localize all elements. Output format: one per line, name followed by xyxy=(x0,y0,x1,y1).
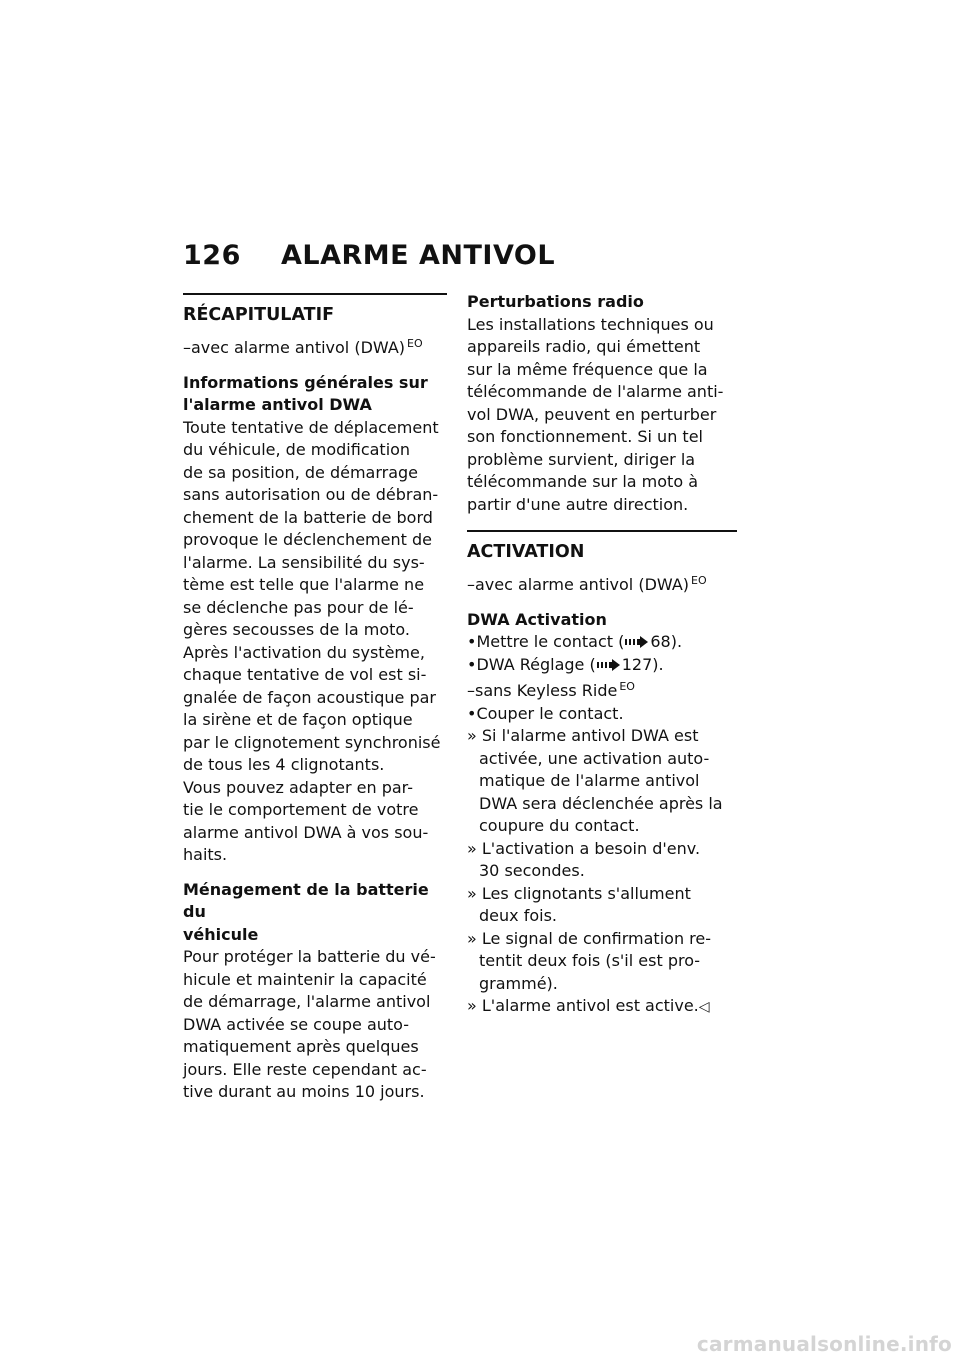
right-column xyxy=(467,293,737,1019)
battery-heading: Ménagement de la batterie du véhicule xyxy=(183,879,429,944)
list-item-step: •DWA Réglage ( 127). xyxy=(467,654,664,674)
page-header xyxy=(183,240,555,271)
eo-superscript: EO xyxy=(407,337,423,350)
section-title-activation: ACTIVATION xyxy=(467,542,585,562)
eo-superscript: EO xyxy=(691,574,707,587)
general-info-heading: Informations générales sur l'alarme antivol DWA xyxy=(183,372,428,414)
result-item: » Les clignotants s'allument deux fois. xyxy=(467,883,691,925)
battery-paragraph: Pour protéger la batterie du vé- hicule et maintenir la capacité de démarrage, l'alarme antivol DWA activée se coupe auto- matiquement après quelques jours. Elle reste cependant ac- tive durant au moins 10 jours. xyxy=(183,947,436,1101)
page-reference-arrow-icon xyxy=(597,659,621,671)
radio-paragraph: Les installations techniques ou appareils radio, qui émettent sur la même fréquence que la télécommande de l'alarme anti- vol DWA, peuvent en perturber son fonctionnement. Si un tel problème survient, diriger la télécommande sur la moto à partir d'une autre direction. xyxy=(467,314,724,514)
condition-note: –avec alarme antivol (DWA) $^{EO}$ xyxy=(183,337,423,357)
eo-superscript: EO xyxy=(619,680,635,693)
result-item: » L'alarme antivol est active.◁ xyxy=(467,996,710,1015)
section-rule xyxy=(467,530,737,532)
list-item-step: •Couper le contact. xyxy=(467,703,624,723)
condition-note-keyless: –sans Keyless Ride $^{EO}$ xyxy=(467,680,635,700)
condition-note: –avec alarme antivol (DWA) $^{EO}$ xyxy=(467,574,707,594)
result-item: » L'activation a besoin d'env. 30 secondes. xyxy=(467,838,701,880)
section-rule xyxy=(183,293,447,295)
end-of-section-icon: ◁ xyxy=(698,999,710,1015)
result-item: » Si l'alarme antivol DWA est activée, une activation auto- matique de l'alarme antivol DWA sera déclenchée après la coupure du contact. xyxy=(467,726,723,835)
general-info-paragraph: Toute tentative de déplacement du véhicule, de modification de sa position, de démarrage sans autorisation ou de débran- chement de la batterie de bord provoque le déclenchement de l'alarme. La sensibilité du sys- tème est telle que l'alarme ne se déclenche pas pour de lé- gères secousses de la moto. Après l'activation du système, chaque tentative de vol est si- gnalée de façon acoustique par la sirène et de façon optique par le clignotement synchronisé de tous les 4 clignotants. Vous pouvez adapter en par- tie le comportement de votre alarme antivol DWA à vos sou- haits. xyxy=(183,417,441,864)
radio-heading: Perturbations radio xyxy=(467,292,644,311)
result-item: » Le signal de confirmation re- tentit deux fois (s'il est pro- grammé). xyxy=(467,928,712,993)
left-column xyxy=(183,293,447,1104)
list-item-step: •Mettre le contact ( 68). xyxy=(467,632,683,651)
section-title-recapitulatif: RÉCAPITULATIF xyxy=(183,305,335,325)
watermark: carmanualsonline.info xyxy=(696,1332,952,1356)
page-number: 126 xyxy=(183,240,241,271)
chapter-title: ALARME ANTIVOL xyxy=(281,240,556,271)
dwa-activation-heading: DWA Activation xyxy=(467,609,607,629)
page-reference-arrow-icon xyxy=(625,636,649,648)
